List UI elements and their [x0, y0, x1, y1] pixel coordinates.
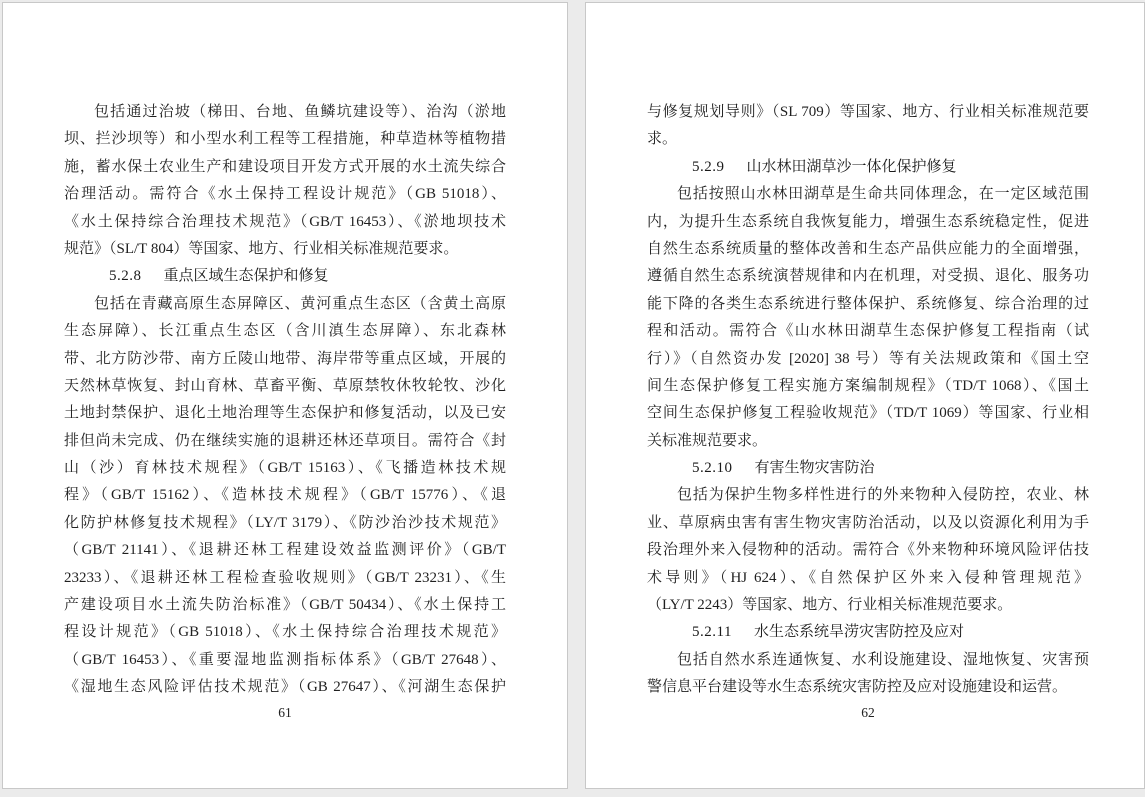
section-title: 水生态系统旱涝灾害防控及应对 [753, 624, 964, 641]
text-line: 包括为保护生物多样性进行的外来物种入侵防控，农业、林 [677, 487, 1089, 504]
text-line: 程》（GB/T 15162）、《造林技术规程》（GB/T 15776）、《退 [64, 487, 506, 504]
section-title: 有害生物灾害防治 [754, 460, 875, 477]
paragraph [647, 99, 1089, 154]
text-line: 求。 [647, 131, 678, 148]
text-line: 规范》（SL/T 804）等国家、地方、行业相关标准规范要求。 [64, 240, 459, 257]
text-line: 程设计规范》（GB 51018）、《水土保持综合治理技术规范》 [64, 624, 506, 641]
section-number: 5.2.10 [692, 460, 733, 477]
text-line: 土地封禁保护、退化土地治理等生态保护和修复活动，以及已安 [64, 405, 506, 422]
text-line: 内，为提升生态系统自我恢复能力，增强生态系统稳定性，促进 [647, 213, 1089, 230]
section-heading [64, 263, 506, 290]
text-line: （GB/T 16453）、《重要湿地监测指标体系》（GB/T 27648）、 [64, 651, 506, 668]
paragraph [64, 291, 506, 702]
text-line: 治理活动。需符合《水土保持工程设计规范》（GB 51018）、 [64, 186, 506, 203]
text-line: 关标准规范要求。 [647, 432, 768, 449]
page-number: 61 [278, 705, 292, 720]
page-number: 62 [861, 705, 875, 720]
section-number: 5.2.11 [692, 624, 732, 641]
text-line: 生态屏障）、长江重点生态区（含川滇生态屏障）、东北森林 [64, 323, 506, 340]
text-line: 间生态保护修复工程实施方案编制规程》（TD/T 1068）、《国土 [647, 377, 1089, 394]
text-line: 与修复规划导则》（SL 709）等国家、地方、行业相关标准规范要 [647, 104, 1089, 120]
text-line: 化防护林修复技术规程》（LY/T 3179）、《防沙治沙技术规范》 [64, 514, 506, 531]
text-line: 段治理外来入侵物种的活动。需符合《外来物种环境风险评估技 [647, 542, 1089, 559]
section-number: 5.2.9 [692, 158, 725, 175]
text-line: （GB/T 21141）、《退耕还林工程建设效益监测评价》（GB/T [64, 542, 506, 559]
text-line: 自然生态系统质量的整体改善和生态产品供应能力的全面增强， [647, 240, 1089, 257]
section-title: 重点区域生态保护和修复 [163, 268, 329, 285]
page-text-area [64, 99, 506, 702]
text-line: 警信息平台建设等水生态系统灾害防控及应对设施建设和运营。 [647, 679, 1068, 696]
text-line: 包括在青藏高原生态屏障区、黄河重点生态区（含黄土高原 [94, 295, 506, 312]
text-line: 产建设项目水土流失防治标准》（GB/T 50434）、《水土保持工 [64, 597, 506, 614]
text-line: 包括按照山水林田湖草是生命共同体理念，在一定区域范围 [677, 186, 1089, 203]
text-line: 排但尚未完成、仍在继续实施的退耕还林还草项目。需符合《封 [64, 432, 506, 449]
section-number: 5.2.8 [109, 268, 142, 285]
text-line: 《水土保持综合治理技术规范》（GB/T 16453）、《淤地坝技术 [64, 213, 506, 230]
text-line: 包括自然水系连通恢复、水利设施建设、湿地恢复、灾害预 [677, 651, 1089, 668]
section-title: 山水林田湖草沙一体化保护修复 [746, 158, 957, 175]
text-line: 天然林草恢复、封山育林、草畜平衡、草原禁牧休牧轮牧、沙化 [64, 377, 506, 394]
text-line: 术导则》（HJ 624）、《自然保护区外来入侵种管理规范》 [647, 569, 1089, 586]
text-line: 带、北方防沙带、南方丘陵山地带、海岸带等重点区域，开展的 [64, 350, 506, 367]
section-heading [647, 455, 1089, 482]
paragraph [647, 482, 1089, 619]
text-line: 施，蓄水保土农业生产和建设项目开发方式开展的水土流失综合 [64, 158, 506, 175]
page-62 [585, 2, 1145, 789]
text-line: （LY/T 2243）等国家、地方、行业相关标准规范要求。 [647, 597, 1013, 614]
text-line: 程和活动。需符合《山水林田湖草生态保护修复工程指南（试 [647, 323, 1089, 340]
paragraph [647, 181, 1089, 455]
text-line: 行）》（自然资办发 [2020] 38 号）等有关法规政策和《国土空 [647, 350, 1089, 367]
text-line: 能下降的各类生态系统进行整体保护、系统修复、综合治理的过 [647, 295, 1089, 312]
text-line: 23233）、《退耕还林工程检查验收规则》（GB/T 23231）、《生 [64, 569, 506, 586]
text-line: 业、草原病虫害有害生物灾害防治活动，以及以资源化利用为手 [647, 514, 1089, 531]
section-heading [647, 619, 1089, 646]
text-line: 坝、拦沙坝等）和小型水利工程等工程措施，种草造林等植物措 [64, 131, 506, 148]
page-61 [2, 2, 568, 789]
text-line: 山（沙）育林技术规程》（GB/T 15163）、《飞播造林技术规 [64, 460, 506, 477]
paragraph [64, 99, 506, 263]
text-line: 《湿地生态风险评估技术规范》（GB 27647）、《河湖生态保护 [64, 679, 506, 696]
text-line: 空间生态保护修复工程验收规范》（TD/T 1069）等国家、行业相 [647, 405, 1089, 422]
paragraph [647, 647, 1089, 702]
section-heading [647, 154, 1089, 181]
text-line: 遵循自然生态系统演替规律和内在机理，对受损、退化、服务功 [647, 268, 1089, 285]
page-text-area [647, 99, 1089, 702]
text-line: 包括通过治坡（梯田、台地、鱼鳞坑建设等）、治沟（淤地 [94, 104, 506, 120]
